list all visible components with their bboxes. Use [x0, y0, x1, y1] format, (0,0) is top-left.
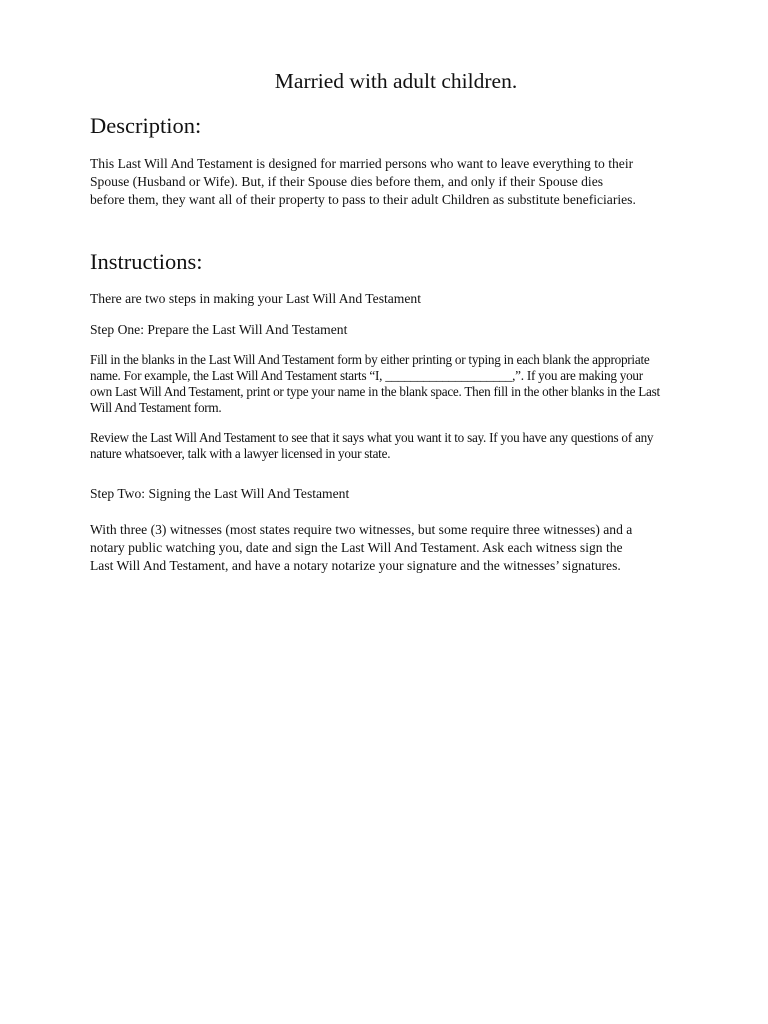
instructions-intro	[90, 290, 710, 308]
description-line: before them, they want all of their property to pass to their adult Children as substitute beneficiaries.	[90, 192, 636, 207]
step-one-fill-in-paragraph	[90, 352, 710, 416]
fill-in-line: Fill in the blanks in the Last Will And Testament form by either printing or typing in each blank the appropriate	[90, 352, 650, 367]
description-heading: Description:	[90, 113, 202, 138]
step-one-title	[90, 321, 710, 339]
document-title: Married with adult children.	[274, 69, 518, 93]
fill-in-line: Will And Testament form.	[90, 400, 222, 415]
instructions-heading: Instructions:	[90, 249, 203, 274]
step-two-line: notary public watching you, date and sign the Last Will And Testament. Ask each witness sign the	[90, 540, 623, 555]
description-paragraph	[90, 155, 710, 209]
step-one-review-paragraph	[90, 430, 710, 462]
fill-in-line: name. For example, the Last Will And Testament starts “I, ____________________,”. If you are making your	[90, 368, 643, 383]
review-line: nature whatsoever, talk with a lawyer licensed in your state.	[90, 446, 391, 461]
fill-in-line: own Last Will And Testament, print or type your name in the blank space. Then fill in the other blanks in the Last	[90, 384, 660, 399]
step-one-title-line: Step One: Prepare the Last Will And Testament	[90, 322, 348, 337]
step-two-line: Last Will And Testament, and have a notary notarize your signature and the witnesses’ signatures.	[90, 558, 621, 573]
step-two-paragraph	[90, 521, 710, 575]
description-line: Spouse (Husband or Wife). But, if their Spouse dies before them, and only if their Spouse dies	[90, 174, 604, 189]
description-line: This Last Will And Testament is designed for married persons who want to leave everything to their	[90, 156, 634, 171]
step-two-line: With three (3) witnesses (most states require two witnesses, but some require three witnesses) and a	[90, 522, 633, 537]
step-two-title-line: Step Two: Signing the Last Will And Testament	[90, 486, 350, 501]
instructions-intro-line: There are two steps in making your Last Will And Testament	[90, 291, 421, 306]
step-two-title	[90, 485, 710, 503]
review-line: Review the Last Will And Testament to see that it says what you want it to say. If you have any questions of any	[90, 430, 654, 445]
